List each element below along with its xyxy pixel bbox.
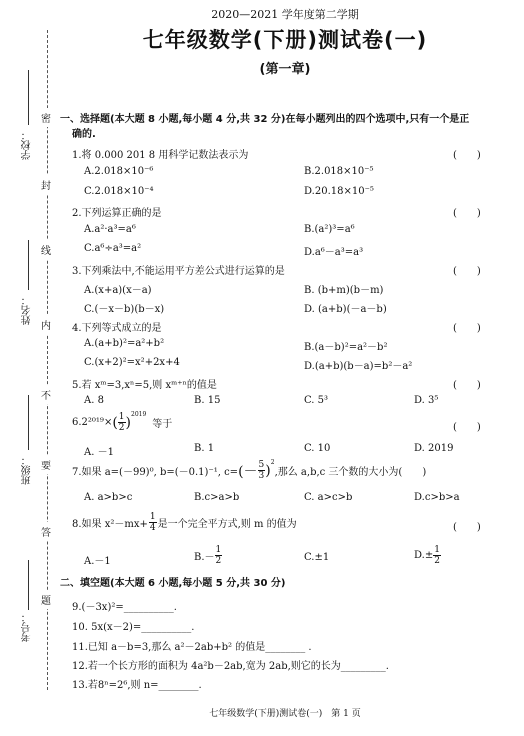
- page-footer: 七年级数学(下册)测试卷(一) 第 1 页: [209, 709, 361, 719]
- option-a[interactable]: A.(x+a)(x－a): [84, 285, 152, 296]
- chapter-label: (第一章): [259, 62, 311, 77]
- answer-blank[interactable]: ( ): [453, 323, 481, 334]
- answer-blank[interactable]: ( ): [453, 266, 481, 277]
- option-c[interactable]: C. 5³: [304, 395, 329, 406]
- name-field[interactable]: [28, 240, 30, 290]
- section1-heading: 一、选择题(本大题 8 小题,每小题 4 分,共 32 分)在每小题列出的四个选项中,只有一个是正 确的.: [60, 114, 470, 140]
- answer-blank[interactable]: ( ): [453, 522, 481, 533]
- option-c[interactable]: C.a⁶÷a³=a²: [84, 243, 142, 254]
- question-8: 8.如果 x²－mx+ $\frac{1}{4}$ 是一个完全平方式,则 m 的值为: [72, 512, 297, 533]
- option-d[interactable]: D. 3⁵: [414, 395, 439, 406]
- seal-char: 答: [41, 522, 51, 541]
- option-d[interactable]: D. 2019: [414, 443, 454, 454]
- name-label: 姓名：: [22, 295, 33, 325]
- option-d[interactable]: D.(a+b)(b－a)=b²－a²: [304, 361, 413, 372]
- seal-char: 封: [41, 175, 51, 194]
- option-c[interactable]: C.(x+2)²=x²+2x+4: [84, 357, 180, 368]
- option-a[interactable]: A.a²·a³=a⁶: [84, 224, 136, 235]
- option-b[interactable]: B.(a²)³=a⁶: [304, 224, 355, 235]
- option-b[interactable]: B. 15: [194, 395, 221, 406]
- option-a[interactable]: A.－1: [84, 556, 111, 567]
- fill-question-9[interactable]: 9.(－3x)²=__________.: [72, 602, 177, 613]
- section2-heading: 二、填空题(本大题 6 小题,每小题 5 分,共 30 分): [60, 578, 286, 589]
- exam-number-field[interactable]: [28, 560, 30, 610]
- class-label: 班级：: [22, 455, 33, 485]
- seal-char: 不: [41, 385, 51, 404]
- seal-char: 内: [41, 315, 51, 334]
- option-d[interactable]: D.a⁶－a³=a³: [304, 247, 364, 258]
- question-2: 2.下列运算正确的是: [72, 208, 162, 219]
- option-a[interactable]: A. －1: [84, 447, 114, 458]
- option-c[interactable]: C. a>c>b: [304, 492, 353, 503]
- answer-blank[interactable]: ( ): [453, 208, 481, 219]
- school-year: 2020—2021 学年度第二学期: [211, 8, 359, 21]
- option-a[interactable]: A.(a+b)²=a²+b²: [84, 338, 165, 349]
- seal-char: 密: [41, 108, 51, 127]
- option-b[interactable]: B.c>a>b: [194, 492, 240, 503]
- answer-blank[interactable]: ( ): [453, 422, 481, 433]
- option-d[interactable]: D.20.18×10⁻⁵: [304, 186, 374, 197]
- class-field[interactable]: [28, 395, 30, 450]
- seal-char: 要: [41, 455, 51, 474]
- school-label: 学校：: [22, 130, 33, 160]
- fill-question-10[interactable]: 10. 5x(x－2)=__________.: [72, 622, 195, 633]
- option-d[interactable]: D.c>b>a: [414, 492, 460, 503]
- option-c[interactable]: C. 10: [304, 443, 331, 454]
- option-c[interactable]: C.(－x－b)(b－x): [84, 304, 165, 315]
- question-1: 1.将 0.000 201 8 用科学记数法表示为: [72, 150, 249, 161]
- option-a[interactable]: A. 8: [84, 395, 104, 406]
- option-d[interactable]: D. (a+b)(－a－b): [304, 304, 387, 315]
- fill-question-11[interactable]: 11.已知 a－b=3,那么 a²－2ab+b² 的值是________ .: [72, 642, 312, 653]
- option-d[interactable]: D.± $\frac{1}{2}$: [414, 545, 440, 566]
- option-b[interactable]: B.(a－b)²=a²－b²: [304, 342, 388, 353]
- option-c[interactable]: C.2.018×10⁻⁴: [84, 186, 154, 197]
- question-7: 7.如果 a=(－99)⁰, b=(－0.1)⁻¹, c= (－ 5 3 ) 2 ,那么 a,b,c 三个数的大小为( ): [72, 459, 427, 481]
- option-b[interactable]: B. (b+m)(b－m): [304, 285, 384, 296]
- seal-char: 题: [41, 590, 51, 609]
- binding-margin: [0, 0, 58, 736]
- answer-blank[interactable]: ( ): [453, 380, 481, 391]
- fill-question-13[interactable]: 13.若8ⁿ=2⁶,则 n=________.: [72, 680, 202, 691]
- option-b[interactable]: B. 1: [194, 443, 215, 454]
- option-b[interactable]: B.2.018×10⁻⁵: [304, 166, 374, 177]
- option-b[interactable]: B.－ 1 2: [194, 545, 222, 566]
- school-field[interactable]: [28, 70, 30, 125]
- question-5: 5.若 xᵐ=3,xⁿ=5,则 xᵐ⁺ⁿ的值是: [72, 380, 217, 391]
- exam-number-label: 考号：: [22, 612, 33, 642]
- page-title: 七年级数学(下册)测试卷(一): [142, 28, 428, 52]
- seal-char: 线: [41, 240, 51, 259]
- answer-blank[interactable]: ( ): [453, 150, 481, 161]
- option-a[interactable]: A.2.018×10⁻⁶: [84, 166, 154, 177]
- question-6: 6.2²⁰¹⁹× ( 1 2 ) 2019 等于: [72, 411, 173, 433]
- question-4: 4.下列等式成立的是: [72, 323, 162, 334]
- fill-question-12[interactable]: 12.若一个长方形的面积为 4a²b－2ab,宽为 2ab,则它的长为_________.: [72, 661, 389, 672]
- option-c[interactable]: C.±1: [304, 552, 330, 563]
- option-a[interactable]: A. a>b>c: [84, 492, 133, 503]
- question-3: 3.下列乘法中,不能运用平方差公式进行运算的是: [72, 266, 285, 277]
